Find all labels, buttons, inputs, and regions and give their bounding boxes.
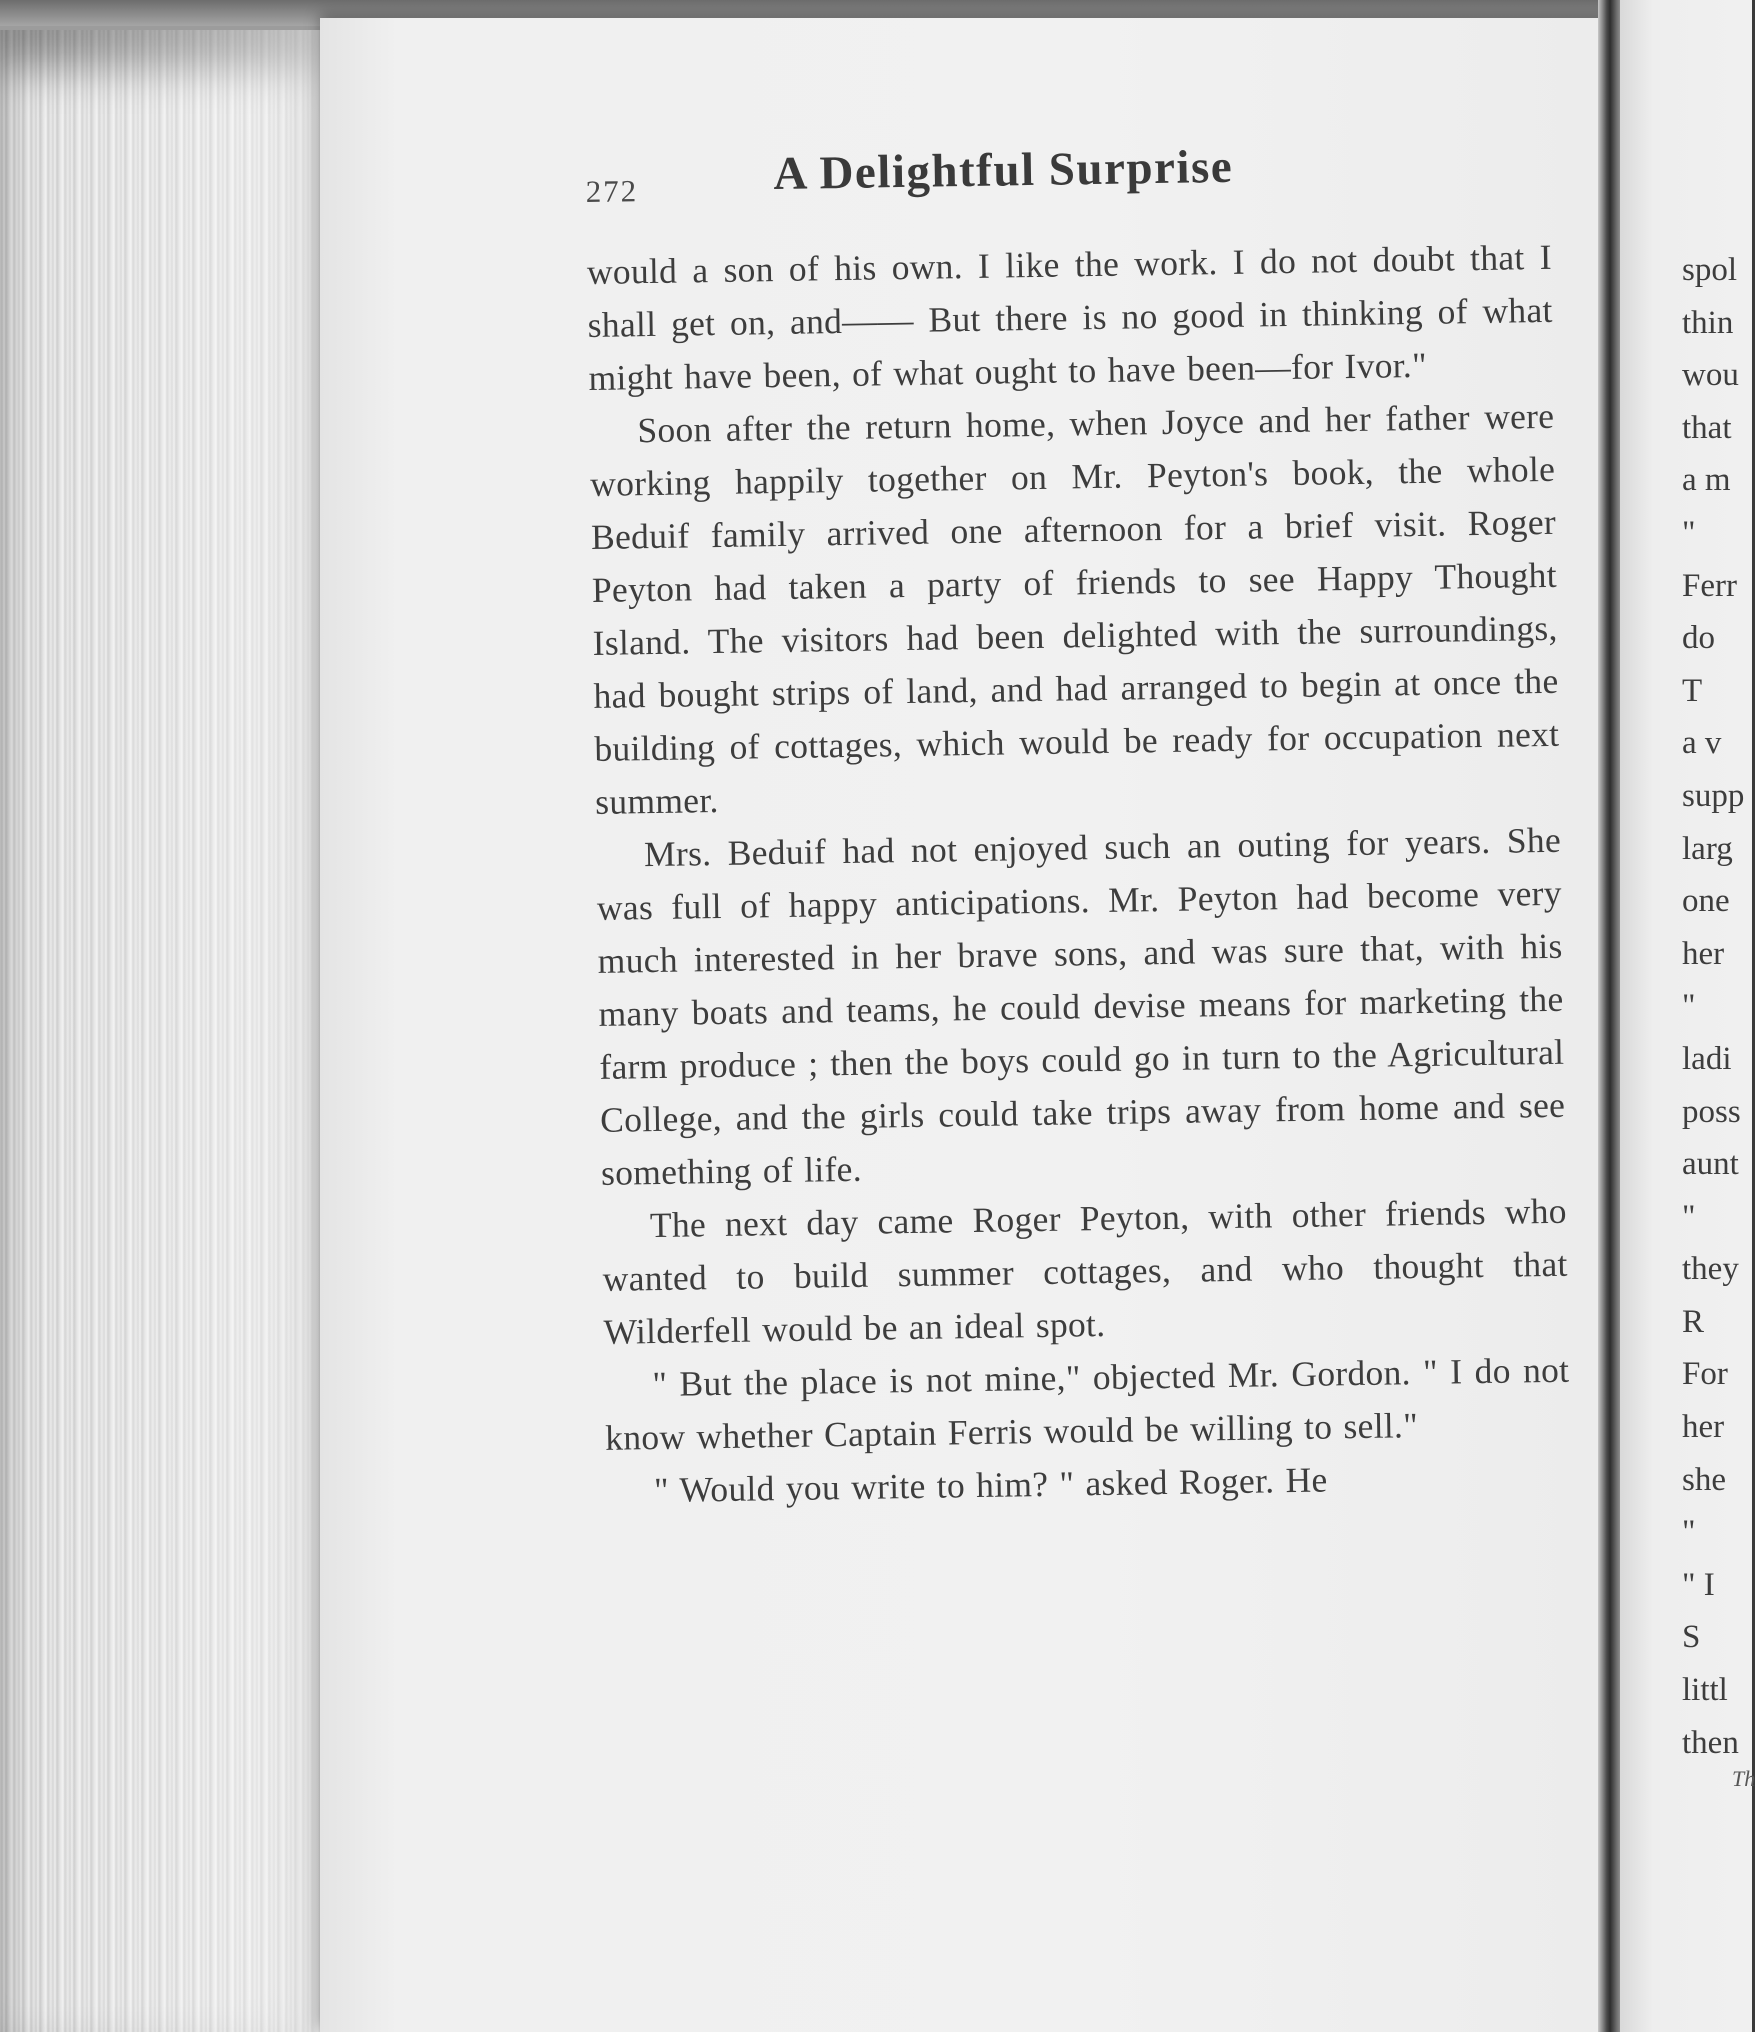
right-page-fragment: she (1682, 1461, 1726, 1498)
right-page-fragment: that (1682, 409, 1732, 446)
page-text-block (585, 135, 1571, 1518)
right-page-fragment: R (1682, 1303, 1705, 1340)
page-edges (0, 30, 330, 2032)
book-gutter (1598, 0, 1620, 2032)
page-number: 272 (585, 173, 639, 209)
right-page-fragment: poss (1682, 1093, 1741, 1130)
right-page-fragment: her (1682, 1409, 1725, 1446)
right-page-fragment: " (1682, 1514, 1696, 1551)
right-page-fragment: spol (1682, 252, 1738, 288)
paragraph: " Would you write to him? " asked Roger. He (653, 1459, 1328, 1511)
right-page-fragment: supp (1682, 777, 1745, 814)
right-page-fragment: littl (1682, 1672, 1728, 1709)
right-page-signature: Th (1732, 1766, 1755, 1791)
right-page-fragment: " (1682, 988, 1696, 1025)
right-page-fragment: then (1682, 1724, 1739, 1761)
right-page-fragment: " (1682, 514, 1696, 551)
right-page-fragment: " (1682, 1198, 1696, 1235)
right-page-fragment: S (1682, 1619, 1701, 1656)
right-page-fragment: aunt (1682, 1146, 1739, 1183)
right-page-fragment: Ferr (1682, 567, 1737, 604)
right-page-fragment: thin (1682, 304, 1734, 341)
page-title: A Delightful Surprise (772, 140, 1234, 201)
right-page-fragment: a v (1682, 725, 1722, 762)
right-page-fragment: one (1682, 883, 1730, 920)
right-page-fragment: ladi (1682, 1040, 1732, 1077)
paragraph: " But the place is not mine," objected Mr. Gordon. " I do not know whether Captain Ferris would be willing to sell." (604, 1349, 1570, 1458)
right-page-fragment: her (1682, 935, 1725, 972)
paragraph: Soon after the return home, when Joyce and her father were working happily together on Mr. Peyton's book, the whole Beduif family arrived one afternoon for a brief visit. Roger Peyton had taken a party of friends to see Happy Thought Island. The visitors had been delighted with the surroundings, had bought strips of land, and had arranged to begin at once the building of cottages, which would be ready for occupation next summer. (589, 395, 1560, 822)
paragraph: Mrs. Beduif had not enjoyed such an outing for years. She was full of happy anticipations. Mr. Peyton had become very much interested in her brave sons, and was sure that, with his many boats and teams, he could devise means for marketing the farm produce ; then the boys could go in turn to the Agricultural College, and the girls could take trips away from home and see something of life. (596, 819, 1566, 1193)
running-head (585, 135, 1551, 220)
right-page-text (1682, 244, 1752, 1769)
right-page-fragment: " I (1682, 1566, 1715, 1603)
paragraph: would a son of his own. I like the work. I do not doubt that I shall get on, and—— But there is no good in thinking of what might have been, of what ought to have been—for Ivor." (586, 236, 1553, 398)
right-page-fragment: they (1682, 1251, 1739, 1288)
right-page-fragment: wou (1682, 357, 1739, 394)
paragraph: The next day came Roger Peyton, with other friends who wanted to build summer cottages, and who thought that Wilderfell would be an ideal spot. (602, 1190, 1568, 1352)
right-page-fragment: larg (1682, 830, 1733, 867)
right-page-fragment: do (1682, 620, 1715, 657)
right-page-fragment: a m (1682, 462, 1731, 499)
right-page-fragment: T (1682, 672, 1703, 709)
right-page-fragment: For (1682, 1356, 1728, 1393)
